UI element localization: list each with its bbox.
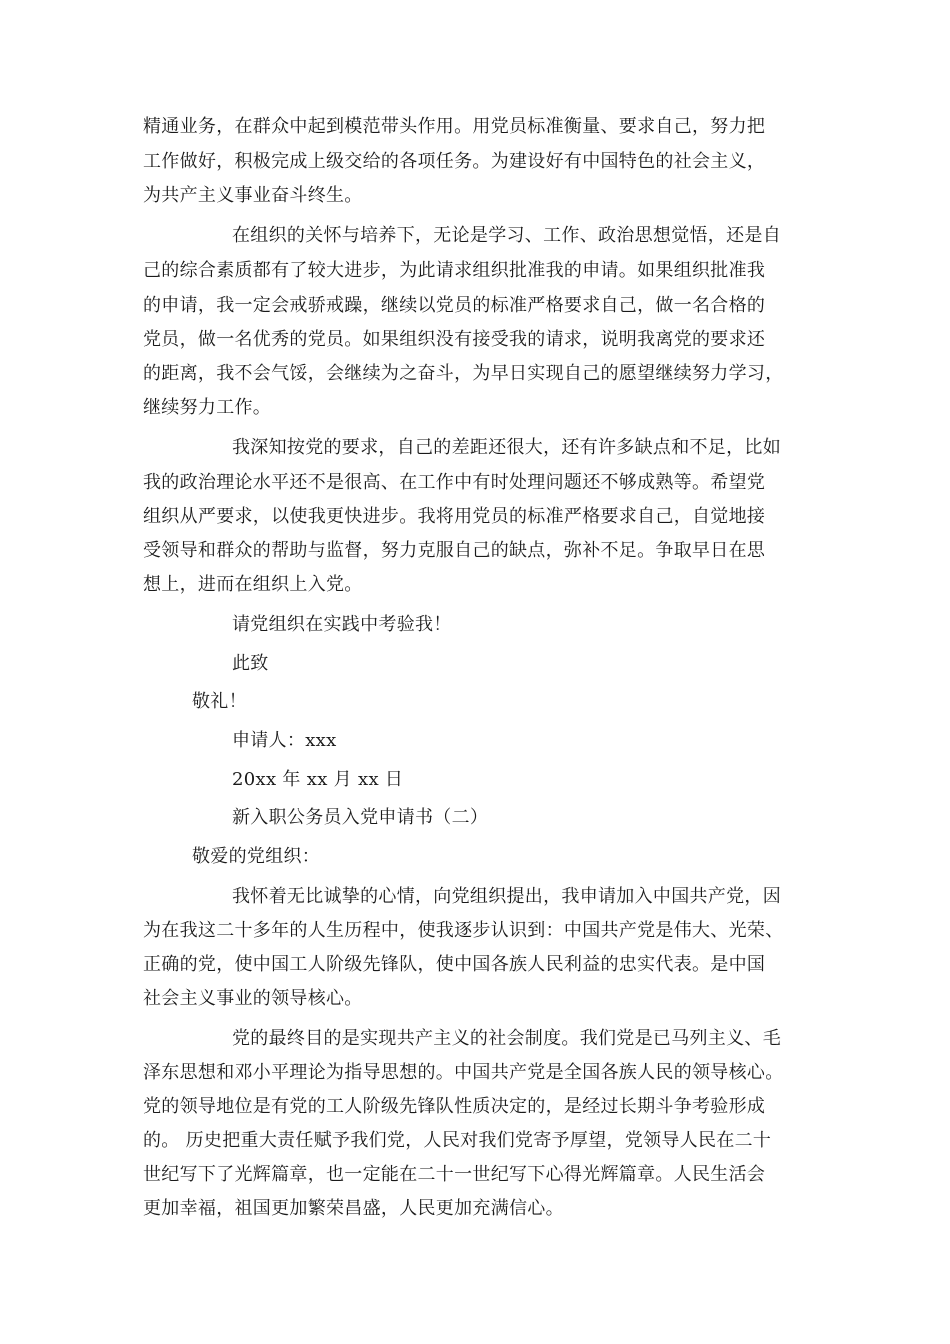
salutation-cizhi: 此致: [232, 653, 269, 674]
body-text-line: 我深知按党的要求，自己的差距还很大，还有许多缺点和不足，比如: [232, 437, 781, 458]
body-text-line: 己的综合素质都有了较大进步，为此请求组织批准我的申请。如果组织批准我: [143, 260, 766, 281]
body-text-line: 工作做好，积极完成上级交给的各项任务。为建设好有中国特色的社会主义，: [143, 151, 766, 172]
body-text-line: 在组织的关怀与培养下，无论是学习、工作、政治思想觉悟，还是自: [232, 225, 781, 246]
closing-request: 请党组织在实践中考验我！: [232, 614, 452, 635]
body-text-line: 的距离，我不会气馁，会继续为之奋斗，为早日实现自己的愿望继续努力学习，: [143, 363, 784, 384]
body-text-line: 的。 历史把重大责任赋予我们党，人民对我们党寄予厚望，党领导人民在二十: [143, 1130, 772, 1151]
applicant-name: 申请人：xxx: [232, 730, 337, 751]
body-text-line: 党的领导地位是有党的工人阶级先锋队性质决定的，是经过长期斗争考验形成: [143, 1096, 766, 1117]
body-text-line: 我的政治理论水平还不是很高、在工作中有时处理问题还不够成熟等。希望党: [143, 472, 766, 493]
body-text-line: 精通业务，在群众中起到模范带头作用。用党员标准衡量、要求自己，努力把: [143, 116, 766, 137]
body-text-line: 更加幸福，祖国更加繁荣昌盛，人民更加充满信心。: [143, 1198, 564, 1219]
section-title: 新入职公务员入党申请书（二）: [232, 807, 489, 828]
body-text-line: 我怀着无比诚挚的心情，向党组织提出，我申请加入中国共产党，因: [232, 886, 781, 907]
body-text-line: 党员，做一名优秀的党员。如果组织没有接受我的请求，说明我离党的要求还: [143, 329, 766, 350]
body-text-line: 党的最终目的是实现共产主义的社会制度。我们党是已马列主义、毛: [232, 1028, 781, 1049]
greeting: 敬爱的党组织：: [192, 846, 321, 867]
body-text-line: 的申请，我一定会戒骄戒躁，继续以党员的标准严格要求自己，做一名合格的: [143, 295, 766, 316]
body-text-line: 社会主义事业的领导核心。: [143, 988, 363, 1009]
application-date: 20xx 年 xx 月 xx 日: [232, 769, 404, 790]
body-text-line: 泽东思想和邓小平理论为指导思想的。中国共产党是全国各族人民的领导核心。: [143, 1062, 784, 1083]
body-text-line: 为在我这二十多年的人生历程中，使我逐步认识到：中国共产党是伟大、光荣、: [143, 920, 784, 941]
body-text-line: 想上，进而在组织上入党。: [143, 574, 363, 595]
body-text-line: 继续努力工作。: [143, 397, 272, 418]
salutation-jingli: 敬礼！: [192, 691, 247, 712]
body-text-line: 组织从严要求，以使我更快进步。我将用党员的标准严格要求自己，自觉地接: [143, 506, 766, 527]
body-text-line: 世纪写下了光辉篇章，也一定能在二十一世纪写下心得光辉篇章。人民生活会: [143, 1164, 766, 1185]
body-text-line: 受领导和群众的帮助与监督，努力克服自己的缺点，弥补不足。争取早日在思: [143, 540, 766, 561]
body-text-line: 正确的党，使中国工人阶级先锋队，使中国各族人民利益的忠实代表。是中国: [143, 954, 766, 975]
body-text-line: 为共产主义事业奋斗终生。: [143, 185, 363, 206]
